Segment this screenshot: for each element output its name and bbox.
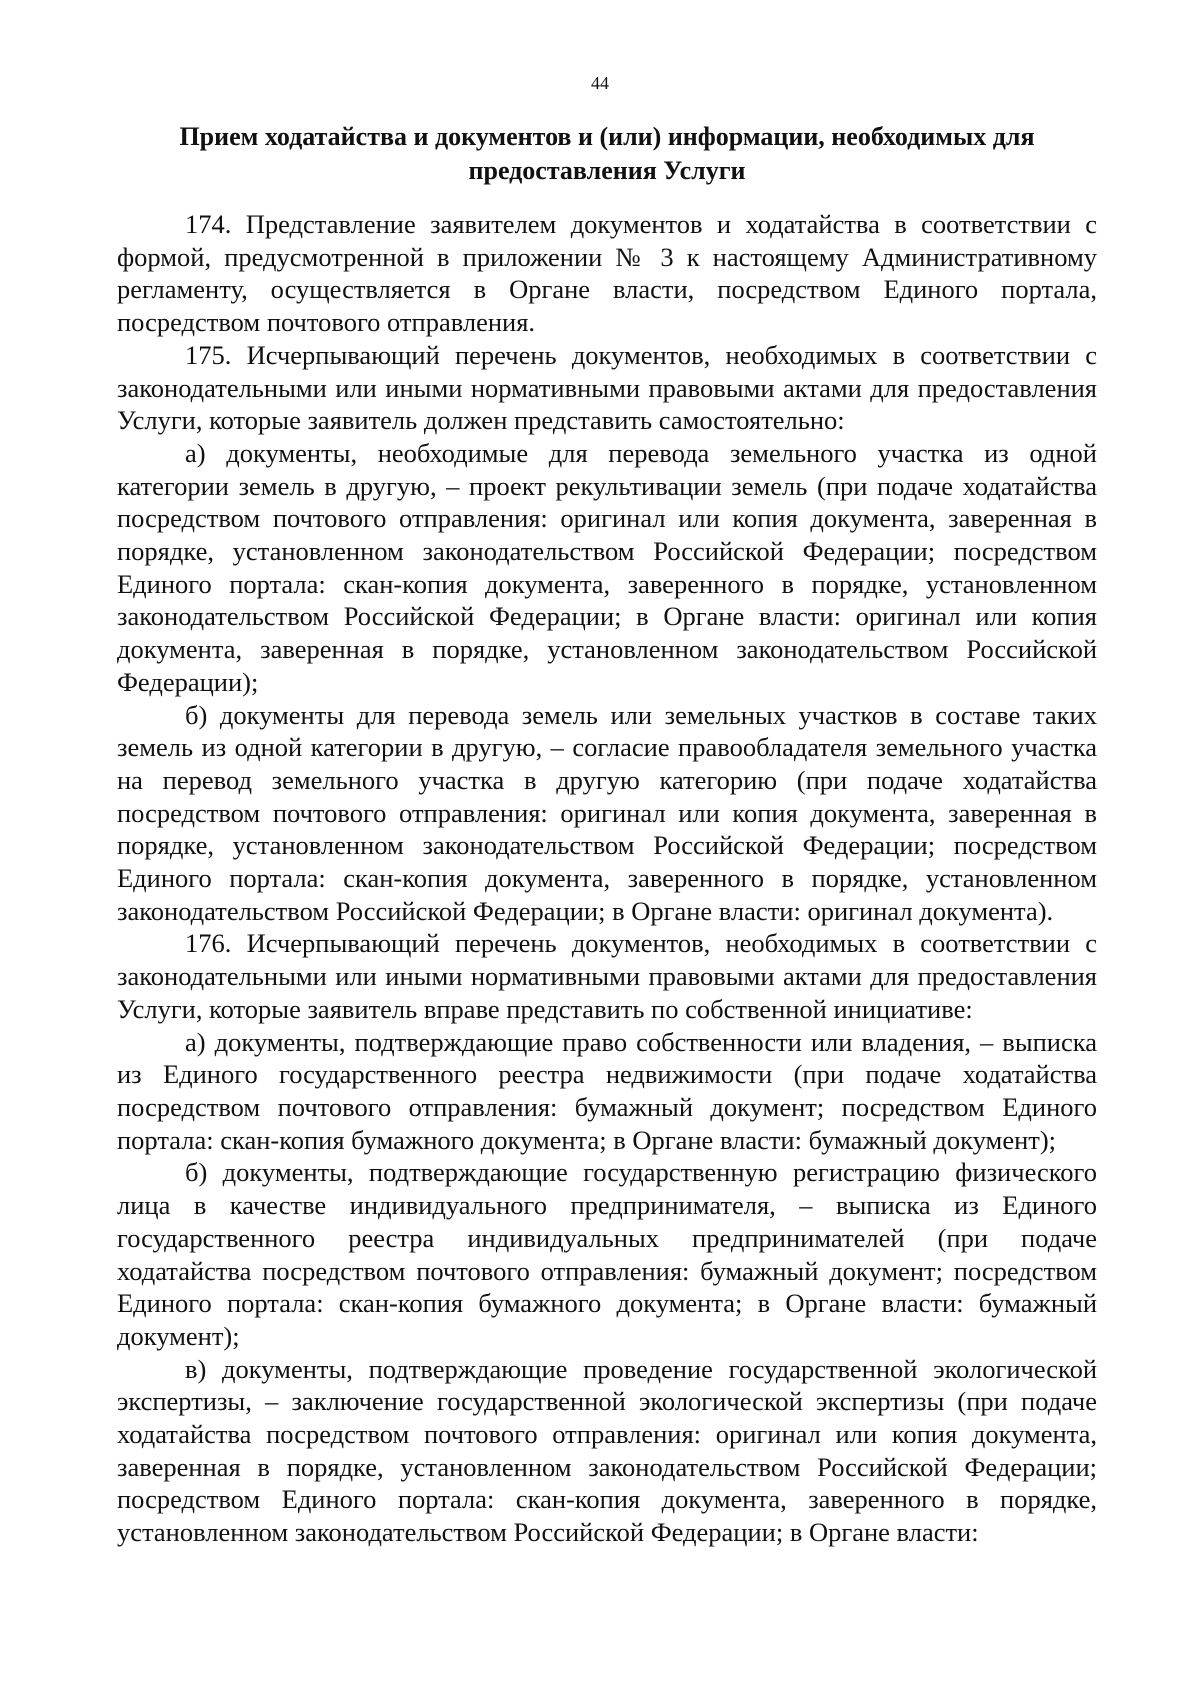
paragraph-176-a: а) документы, подтверждающие право собственности или владения, – выписка из Единого государственного реестра недвижимости (при подаче ходатайства посредством почтового отправления: бумажный документ; посредством Единого портала: скан-копия бумажного документа; в Органе власти: бумажный документ); [117,1026,1097,1155]
paragraph-175-a: а) документы, необходимые для перевода земельного участка из одной категории земель в другую, – проект рекультивации земель (при подаче ходатайства посредством почтового отправления: оригинал или копия документа, заверенная в порядке, установленном законодательством Российской Федерации; посредством Единого портала: скан-копия документа, заверенного в порядке, установленном законодательством Российской Федерации; в Органе власти: оригинал или копия документа, заверенная в порядке, установленном законодательством Российской Федерации); [117,437,1097,697]
document-body [117,208,1097,1549]
paragraph-176-b: б) документы, подтверждающие государственную регистрацию физического лица в качестве индивидуального предпринимателя, – выписка из Единого государственного реестра индивидуальных предпринимателей (при подаче ходатайства посредством почтового отправления: бумажный документ; посредством Единого портала: скан-копия бумажного документа; в Органе власти: бумажный документ); [117,1157,1097,1351]
paragraph-176-v: в) документы, подтверждающие проведение государственной экологической экспертизы, – заключение государственной экологической экспертизы (при подаче ходатайства посредством почтового отправления: оригинал или копия документа, заверенная в порядке, установленном законодательством Российской Федерации; посредством Единого портала: скан-копия документа, заверенного в порядке, установленном законодательством Российской Федерации; в Органе власти: [117,1353,1097,1548]
page-number: 44 [591,73,609,93]
paragraph-175: 175. Исчерпывающий перечень документов, необходимых в соответствии с законодательными или иными нормативными правовыми актами для предоставления Услуги, которые заявитель должен представить самостоятельно: [117,339,1097,436]
paragraph-174: 174. Представление заявителем документов и ходатайства в соответствии с формой, предусмотренной в приложении № 3 к настоящему Административному регламенту, осуществляется в Органе власти, посредством Единого портала, посредством почтового отправления. [117,209,1097,338]
section-heading: Прием ходатайства и документов и (или) информации, необходимых для предоставления Услуги [179,122,1035,185]
paragraph-175-b: б) документы для перевода земель или земельных участков в составе таких земель из одной категории в другую, – согласие правообладателя земельного участка на перевод земельного участка в другую категорию (при подаче ходатайства посредством почтового отправления: оригинал или копия документа, заверенная в порядке, установленном законодательством Российской Федерации; посредством Единого портала: скан-копия документа, заверенного в порядке, установленном законодательством Российской Федерации; в Органе власти: оригинал документа). [117,699,1097,926]
paragraph-176: 176. Исчерпывающий перечень документов, необходимых в соответствии с законодательными или иными нормативными правовыми актами для предоставления Услуги, которые заявитель вправе представить по собственной инициативе: [117,928,1097,1024]
